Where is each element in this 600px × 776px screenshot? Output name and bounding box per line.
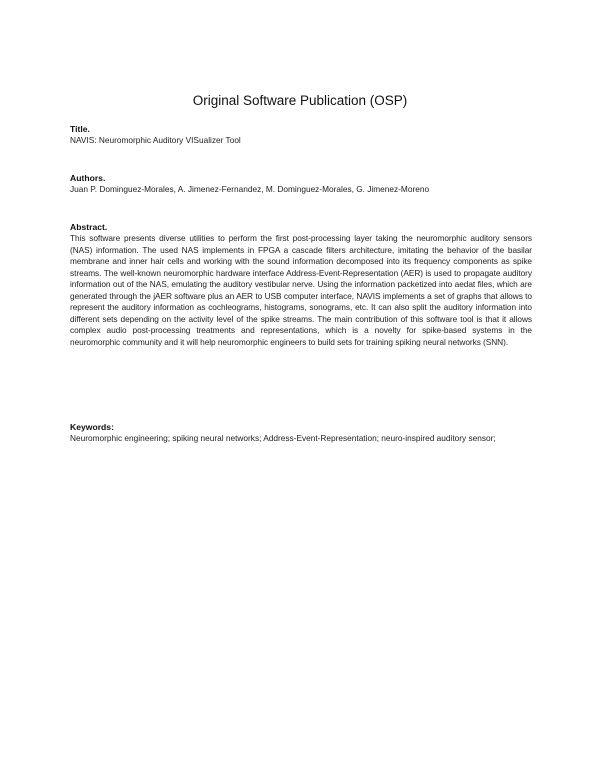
- title-section: [70, 124, 532, 147]
- keywords-label: Keywords:: [70, 422, 114, 432]
- authors-section: [70, 173, 532, 196]
- title-text: NAVIS: Neuromorphic Auditory VISualizer Tool: [70, 135, 241, 145]
- authors-label: Authors.: [70, 173, 106, 183]
- abstract-section: [70, 222, 532, 348]
- abstract-label: Abstract.: [70, 222, 108, 232]
- abstract-text: This software presents diverse utilities to perform the first post-processing layer taking the neuromorphic auditory sensors (NAS) information. The used NAS implements in FPGA a cascade filters architecture, imitating the behavior of the basilar membrane and inner hair cells and working with the sound information decomposed into its frequency components as spike streams. The well-known neuromorphic hardware interface Address-Event-Representation (AER) is used to propagate auditory information out of the NAS, emulating the auditory vestibular nerve. Using the information packetized into aedat files, which are generated through the jAER software plus an AER to USB computer interface, NAVIS implements a set of graphs that allows to represent the auditory information as cochleograms, histograms, sonograms, etc. It can also split the auditory information into different sets depending on the activity level of the spike streams. The main contribution of this software tool is that it allows complex audio post-processing treatments and representations, which is a novelty for spike-based systems in the neuromorphic community and it will help neuromorphic engineers to build sets for training spiking neural networks (SNN).: [70, 233, 532, 347]
- keywords-text: Neuromorphic engineering; spiking neural networks; Address-Event-Representation; neuro-inspired auditory sensor;: [70, 433, 496, 443]
- authors-text: Juan P. Dominguez-Morales, A. Jimenez-Fernandez, M. Dominguez-Morales, G. Jimenez-Moreno: [70, 184, 430, 194]
- document-heading: Original Software Publication (OSP): [192, 93, 408, 108]
- keywords-section: [70, 422, 532, 445]
- title-label: Title.: [70, 124, 90, 134]
